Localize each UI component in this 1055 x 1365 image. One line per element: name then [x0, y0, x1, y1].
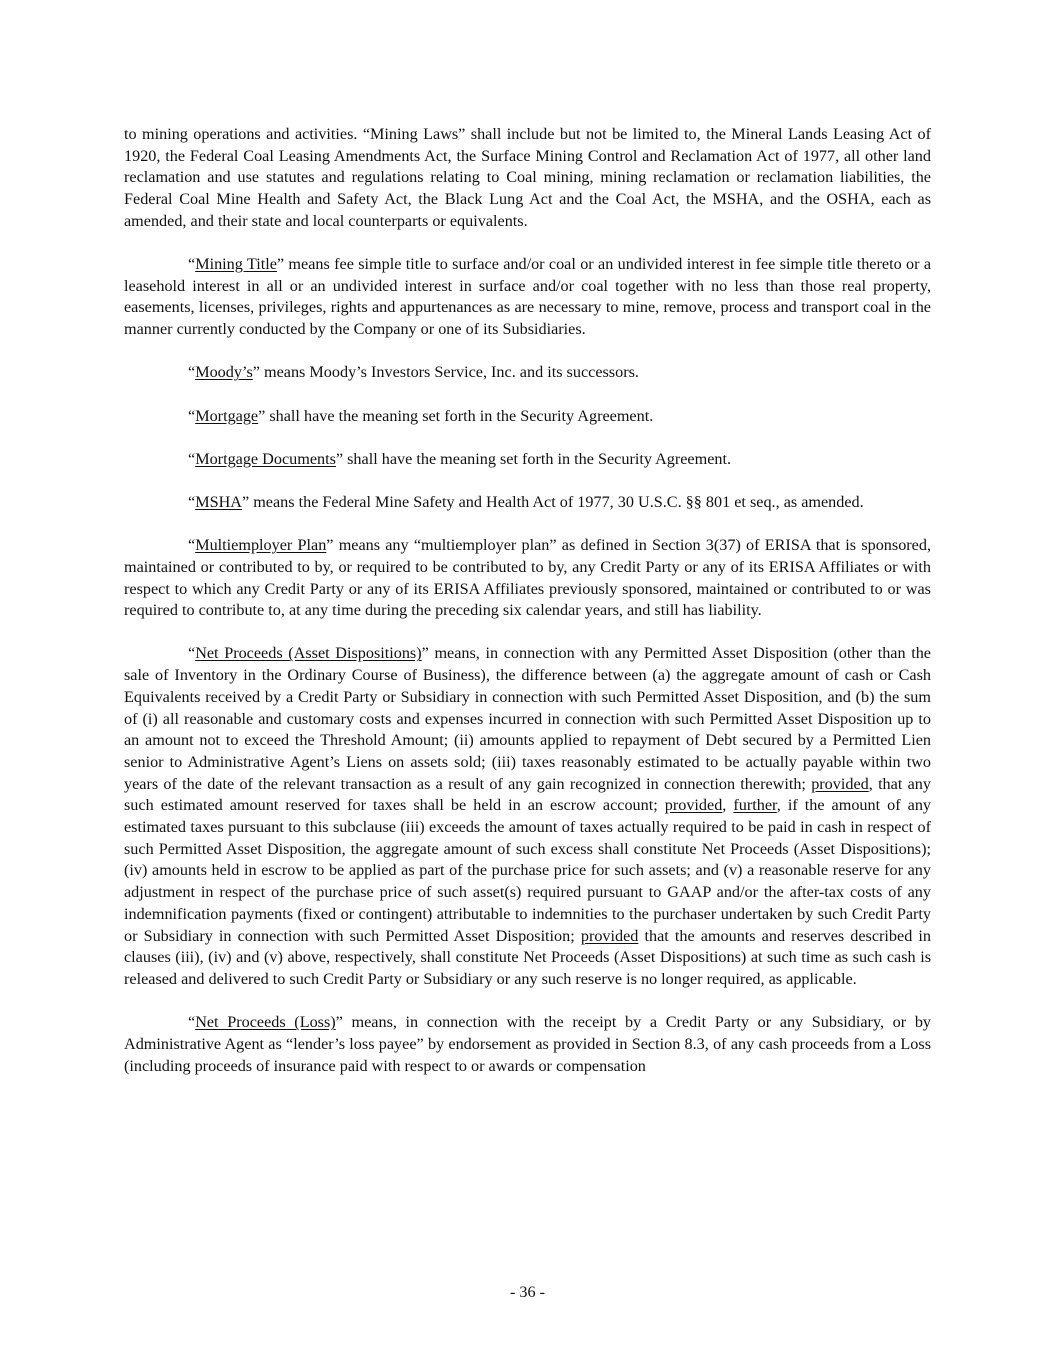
defined-term: Net Proceeds (Asset Dispositions) — [195, 644, 422, 663]
defined-term: Mortgage — [195, 406, 259, 425]
proviso-term: provided — [811, 774, 869, 793]
page-number: - 36 - — [509, 1283, 546, 1301]
open-quote: “ — [188, 644, 196, 663]
open-quote: “ — [188, 536, 196, 555]
paragraph-mining-laws-continuation — [124, 124, 931, 233]
open-quote: “ — [188, 492, 196, 511]
defined-term: Mortgage Documents — [195, 449, 336, 468]
paragraph-text: to mining operations and activities. “Mining Laws” shall include but not be limited to, the Mineral Lands Leasing Act of 1920, the Federal Coal Leasing Amendments Act, the Surface Mining Control and Reclamation Act of 1977, all other land reclamation and use statutes and regulations relating to Coal mining, mining reclamation or reclamation liabilities, the Federal Coal Mine Health and Safety Act, the Black Lung Act and the Coal Act, the MSHA, and the OSHA, each as amended, and their state and local counterparts or equivalents. — [124, 125, 931, 230]
definition-text: , if the amount of any estimated taxes pursuant to this subclause (iii) exceeds the amount of taxes actually required to be paid in cash in respect of such Permitted Asset Disposition, the aggregate amount of such excess shall constitute Net Proceeds (Asset Dispositions); (iv) amounts held in escrow to be applied as part of the purchase price for such assets; and (v) a reasonable reserve for any adjustment in respect of the purchase price of such asset(s) required pursuant to GAAP and/or the after-tax costs of any indemnification payments (fixed or contingent) attributable to indemnities to the purchaser undertaken by such Credit Party or Subsidiary in connection with such Permitted Asset Disposition; — [124, 796, 932, 945]
definition-text: that the amounts and reserves described in clauses (iii), (iv) and (v) above, respectively, shall constitute Net Proceeds (Asset Dispositions) at such time as such cash is released and delivered to such Credit Party or Subsidiary or any such reserve is no longer required, as applicable. — [124, 926, 931, 988]
definition-net-proceeds-loss — [124, 1012, 931, 1077]
defined-term: Mining Title — [195, 255, 277, 274]
defined-term: MSHA — [195, 492, 242, 511]
open-quote: “ — [188, 363, 196, 382]
definition-text: ” means fee simple title to surface and/or coal or an undivided interest in fee simple title thereto or a leasehold interest in all or an undivided interest in surface and/or coal together with no less than those real property, easements, licenses, privileges, rights and appurtenances as are necessary to mine, remove, process and transport coal in the manner currently conducted by the Company or one of its Subsidiaries. — [124, 255, 931, 339]
definition-text: ” means, in connection with any Permitted Asset Disposition (other than the sale of Inventory in the Ordinary Course of Business), the difference between (a) the aggregate amount of cash or Cash Equivalents received by a Credit Party or Subsidiary in connection with such Permitted Asset Disposition, and (b) the sum of (i) all reasonable and customary costs and expenses incurred in connection with such Permitted Asset Disposition up to an amount not to exceed the Threshold Amount; (ii) amounts applied to repayment of Debt secured by a Permitted Lien senior to Administrative Agent’s Liens on assets sold; (iii) taxes reasonably estimated to be actually payable within two years of the date of the relevant transaction as a result of any gain recognized in connection therewith; — [124, 644, 931, 793]
definition-text: ” means, in connection with the receipt by a Credit Party or any Subsidiary, or by Administrative Agent as “lender’s loss payee” by endorsement as provided in Section 8.3, of any cash proceeds from a Loss (including proceeds of insurance paid with respect to or awards or compensation — [124, 1013, 932, 1075]
proviso-term: further — [733, 796, 777, 815]
open-quote: “ — [188, 406, 196, 425]
document-page — [124, 124, 931, 1099]
definition-moodys — [124, 362, 931, 384]
definition-text: , — [722, 796, 734, 815]
definition-net-proceeds-asset-dispositions — [124, 643, 931, 990]
definition-text: ” means any “multiemployer plan” as defined in Section 3(37) of ERISA that is sponsored, maintained or contributed to by, or required to be contributed to by, any Credit Party or any of its ERISA Affiliates or with respect to which any Credit Party or any of its ERISA Affiliates previously sponsored, maintained or contributed to or was required to contribute to, at any time during the preceding six calendar years, and still has liability. — [124, 536, 932, 620]
definition-mortgage-documents — [124, 449, 931, 471]
definition-msha — [124, 492, 931, 514]
definition-text: ” shall have the meaning set forth in the Security Agreement. — [335, 449, 732, 468]
definition-text: , that any such estimated amount reserved for taxes shall be held in an escrow account; — [124, 774, 931, 815]
defined-term: Net Proceeds (Loss) — [195, 1013, 336, 1032]
proviso-term: provided — [580, 926, 639, 945]
definition-mortgage — [124, 406, 931, 428]
definition-mining-title — [124, 254, 931, 341]
defined-term: Moody’s — [195, 363, 253, 382]
open-quote: “ — [188, 255, 196, 274]
open-quote: “ — [188, 449, 196, 468]
defined-term: Multiemployer Plan — [195, 536, 327, 555]
proviso-term: provided — [664, 796, 723, 815]
open-quote: “ — [188, 1013, 196, 1032]
definition-multiemployer-plan — [124, 535, 931, 622]
definition-text: ” means Moody’s Investors Service, Inc. and its successors. — [252, 363, 639, 382]
definition-text: ” means the Federal Mine Safety and Health Act of 1977, 30 U.S.C. §§ 801 et seq., as amended. — [241, 492, 864, 511]
definition-text: ” shall have the meaning set forth in the Security Agreement. — [258, 406, 654, 425]
